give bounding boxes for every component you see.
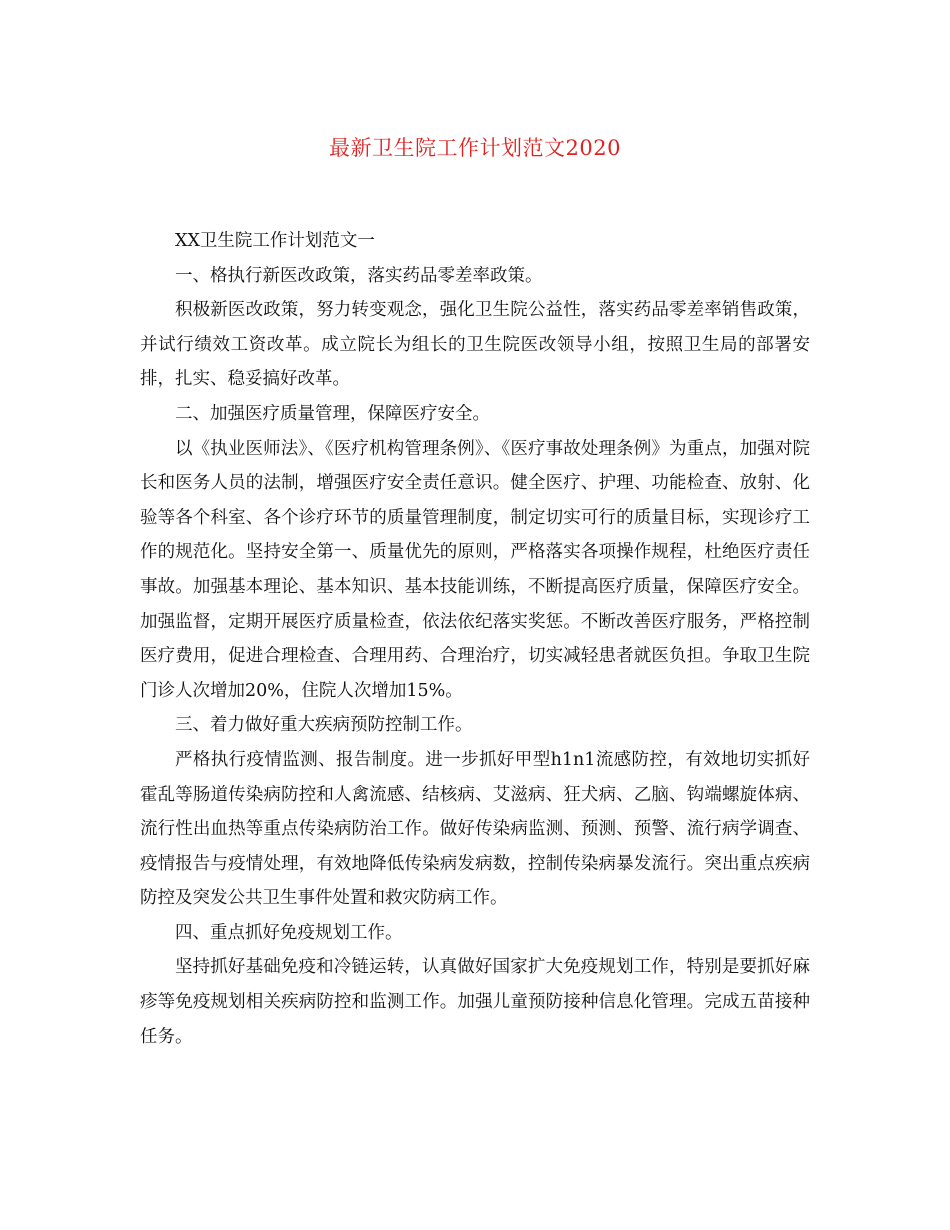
paragraph-heading-2: 二、加强医疗质量管理，保障医疗安全。 [175,403,490,424]
paragraph-heading-4: 四、重点抓好免疫规划工作。 [175,922,403,943]
paragraph-subtitle: XX卫生院工作计划范文一 [175,231,375,251]
paragraph-body-2: 以《执业医师法》、《医疗机构管理条例》、《医疗事故处理条例》为重点，加强对院长和医务人员的法制，增强医疗安全责任意识。健全医疗、护理、功能检查、放射、化验等各个科室、各个诊疗环节的质量管理制度，制定切实可行的质量目标，实现诊疗工作的规范化。坚持安全第一、质量优先的原则，严格落实各项操作规程，杜绝医疗责任事故。加强基本理论、基本知识、基本技能训练，不断提高医疗质量，保障医疗安全。加强监督，定期开展医疗质量检查，依法依纪落实奖惩。不断改善医疗服务，严格控制医疗费用，促进合理检查、合理用药、合理治疗，切实减轻患者就医负担。争取卫生院门诊人次增加20%，住院人次增加15%。 [140,438,810,701]
paragraph-heading-3: 三、着力做好重大疾病预防控制工作。 [175,715,473,736]
document-title: 最新卫生院工作计划范文2020 [329,136,621,160]
paragraph-heading-1: 一、格执行新医改政策，落实药品零差率政策。 [175,265,543,286]
paragraph-body-1: 积极新医改政策，努力转变观念，强化卫生院公益性，落实药品零差率销售政策，并试行绩效工资改革。成立院长为组长的卫生院医改领导小组，按照卫生局的部署安排，扎实、稳妥搞好改革。 [140,300,810,390]
document-body [140,224,810,1054]
paragraph-body-4: 坚持抓好基础免疫和冷链运转，认真做好国家扩大免疫规划工作，特别是要抓好麻疹等免疫规划相关疾病防控和监测工作。加强儿童预防接种信息化管理。完成五苗接种任务。 [140,957,810,1047]
paragraph-body-3: 严格执行疫情监测、报告制度。进一步抓好甲型h1n1流感防控，有效地切实抓好霍乱等肠道传染病防控和人禽流感、结核病、艾滋病、狂犬病、乙脑、钩端螺旋体病、流行性出血热等重点传染病防治工作。做好传染病监测、预测、预警、流行病学调查、疫情报告与疫情处理，有效地降低传染病发病数，控制传染病暴发流行。突出重点疾病防控及突发公共卫生事件处置和救灾防病工作。 [140,749,810,909]
